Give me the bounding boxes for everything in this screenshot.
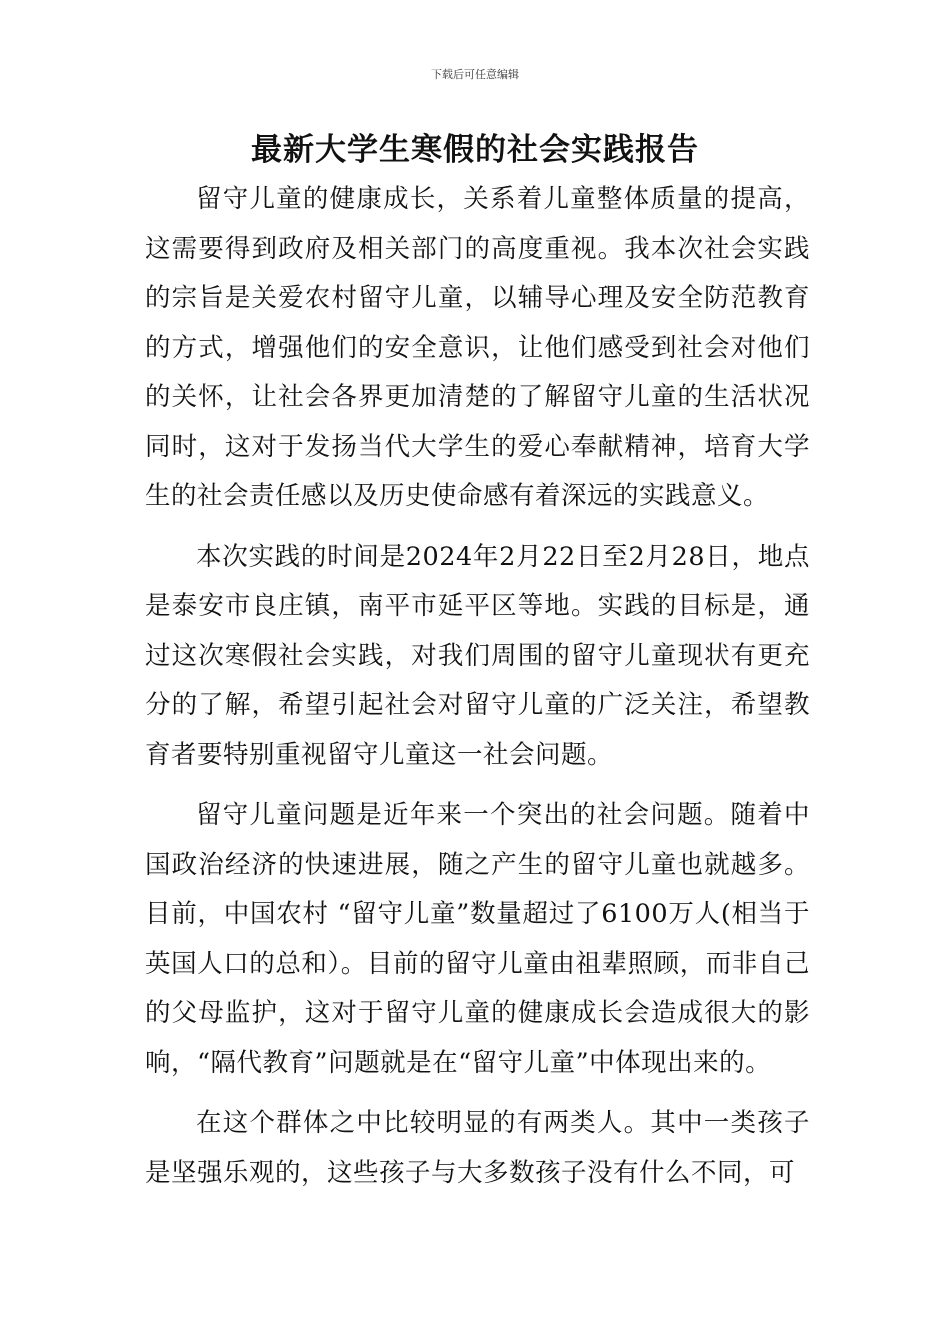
paragraph: 本次实践的时间是2024年2月22日至2月28日，地点是泰安市良庄镇，南平市延平区等地。实践的目标是，通过这次寒假社会实践，对我们周围的留守儿童现状有更充分的了解，希望引起社会对留守儿童的广泛关注，希望教育者要特别重视留守儿童这一社会问题。 [145,541,810,770]
document-title: 最新大学生寒假的社会实践报告 [251,132,699,168]
document-body [145,175,810,1209]
paragraph: 留守儿童问题是近年来一个突出的社会问题。随着中国政治经济的快速进展，随之产生的留守儿童也就越多。目前，中国农村 “留守儿童”数量超过了6100万人(相当于英国人口的总和）。目前的留守儿童由祖辈照顾，而非自己的父母监护，这对于留守儿童的健康成长会造成很大的影响，“隔代教育”问题就是在“留守儿童”中体现出来的。 [145,800,810,1078]
header-note: 下载后可任意编辑 [431,68,519,81]
paragraph: 留守儿童的健康成长，关系着儿童整体质量的提高，这需要得到政府及相关部门的高度重视。我本次社会实践的宗旨是关爱农村留守儿童，以辅导心理及安全防范教育的方式，增强他们的安全意识，让他们感受到社会对他们的关怀，让社会各界更加清楚的了解留守儿童的生活状况同时，这对于发扬当代大学生的爱心奉献精神，培育大学生的社会责任感以及历史使命感有着深远的实践意义。 [145,184,810,511]
paragraph: 在这个群体之中比较明显的有两类人。其中一类孩子是坚强乐观的，这些孩子与大多数孩子没有什么不同，可 [145,1108,810,1188]
